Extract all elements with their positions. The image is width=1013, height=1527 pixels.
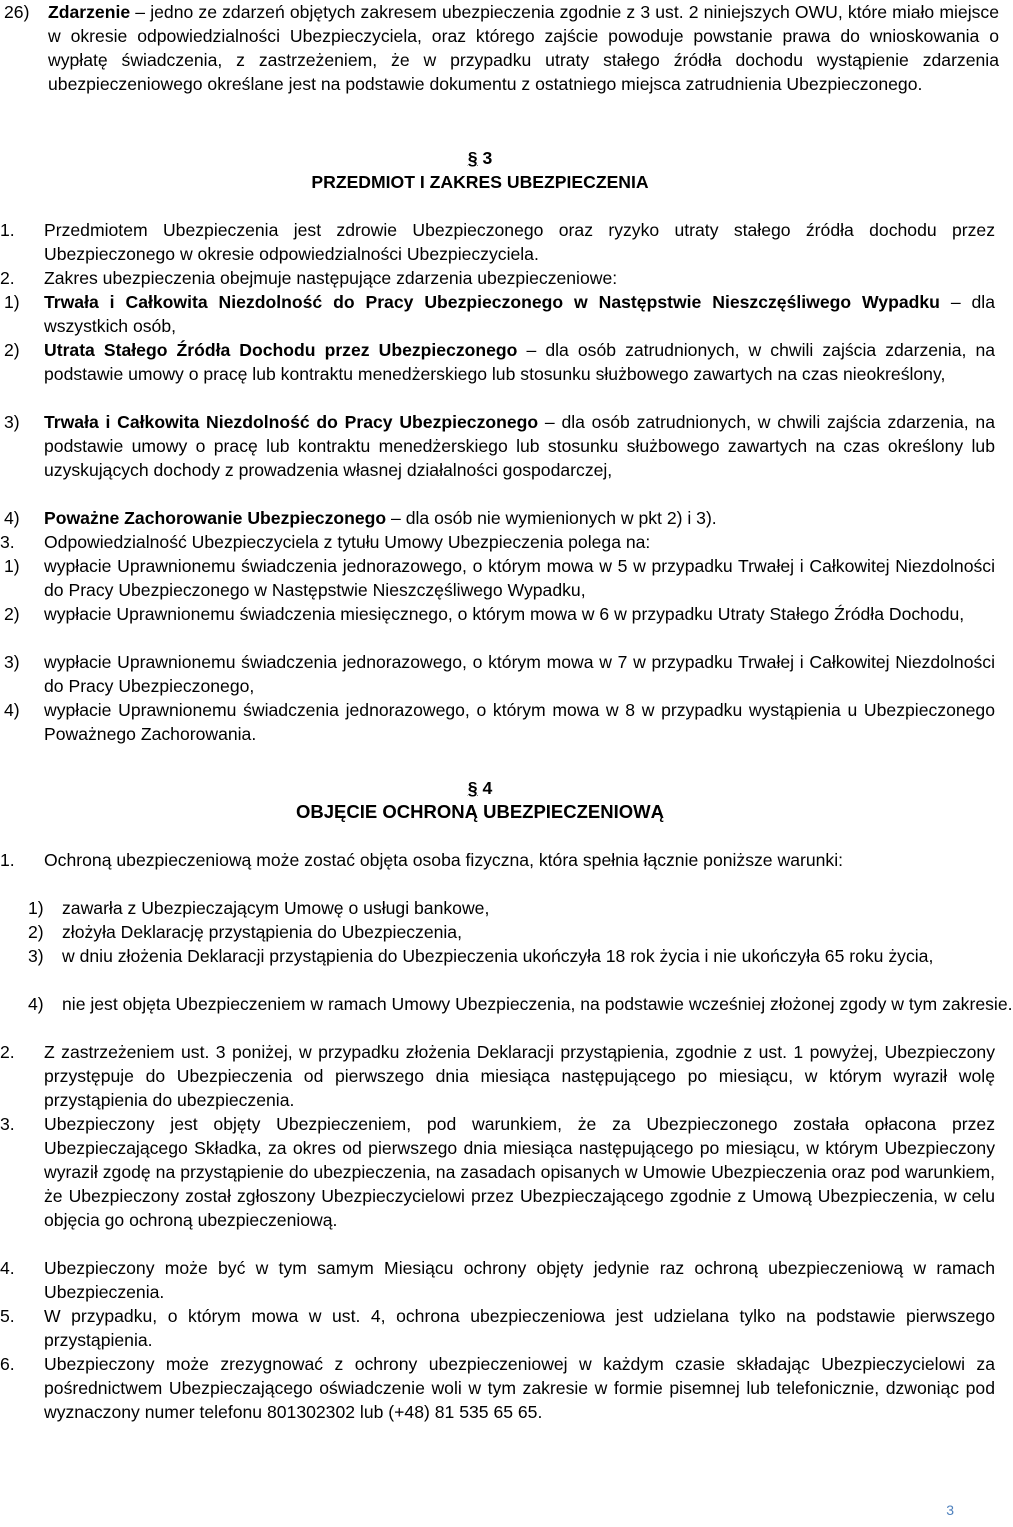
item-text: Odpowiedzialność Ubezpieczyciela z tytułu Umowy Ubezpieczenia polega na: xyxy=(44,532,651,552)
section-3-3-sub-1 xyxy=(0,554,995,602)
sub-number: 4) xyxy=(4,508,20,528)
sub-number: 1) xyxy=(4,292,20,312)
page-number: 3 xyxy=(946,1502,954,1518)
section-3-title: PRZEDMIOT I ZAKRES UBEZPIECZENIA xyxy=(311,172,649,192)
item-text: Zakres ubezpieczenia obejmuje następujące zdarzenia ubezpieczeniowe: xyxy=(44,268,618,288)
section-3-item-1 xyxy=(0,218,1000,266)
sub-text: – dla osób nie wymienionych w pkt 2) i 3). xyxy=(386,508,717,528)
item-number: 1. xyxy=(0,850,15,870)
sub-number: 3) xyxy=(4,412,20,432)
sub-number: 3) xyxy=(4,652,20,672)
sub-text: wypłacie Uprawnionemu świadczenia jednorazowego, o którym mowa w 7 w przypadku Trwałej i Całkowitej Niezdolności do Pracy Ubezpieczonego, xyxy=(44,652,995,696)
definition-term: Zdarzenie xyxy=(48,2,131,22)
item-number: 2. xyxy=(0,1042,15,1062)
section-4-item-5 xyxy=(0,1304,1000,1352)
sub-text: wypłacie Uprawnionemu świadczenia jednorazowego, o którym mowa w 8 w przypadku wystąpienia u Ubezpieczonego Poważnego Zachorowania. xyxy=(44,700,995,744)
item-text: Ochroną ubezpieczeniową może zostać objęta osoba fizyczna, która spełnia łącznie poniższe warunki: xyxy=(44,850,843,870)
sub-number: 2) xyxy=(4,604,20,624)
item-text: Ubezpieczony jest objęty Ubezpieczeniem, pod warunkiem, że za Ubezpieczonego została opłacona przez Ubezpieczającego Składka, za okres od pierwszego dnia miesiąca następującego po miesiącu, w którym Ubezpieczony wyraził zgodę na przystąpienie do ubezpieczenia, na zasadach opisanych w Umowie Ubezpieczenia oraz pod warunkiem, że Ubezpieczony został zgłoszony Ubezpieczycielowi przez Ubezpieczającego zgodnie z Umową Ubezpieczenia, w celu objęcia go ochroną ubezpieczeniową. xyxy=(44,1114,995,1230)
section-4-1-sub-1 xyxy=(0,896,1013,920)
sub-number: 2) xyxy=(28,922,44,942)
item-number: 5. xyxy=(0,1306,15,1326)
section-3-2-sub-4 xyxy=(0,506,995,530)
sub-number: 1) xyxy=(4,556,20,576)
item-number: 4. xyxy=(0,1258,15,1278)
section-4-sign xyxy=(0,776,960,800)
section-4-item-6 xyxy=(0,1352,1000,1424)
item-text: Z zastrzeżeniem ust. 3 poniżej, w przypadku złożenia Deklaracji przystąpienia, zgodnie z ust. 1 powyżej, Ubezpieczony przystępuje do Ubezpieczenia od pierwszego dnia miesiąca następującego po miesiącu, w którym wyraził wolę przystąpienia do ubezpieczenia. xyxy=(44,1042,995,1110)
sub-text: nie jest objęta Ubezpieczeniem w ramach Umowy Ubezpieczenia, na podstawie wcześniej złożonej zgody w tym zakresie. xyxy=(62,994,1013,1014)
definition-text: – jedno ze zdarzeń objętych zakresem ubezpieczenia zgodnie z 3 ust. 2 niniejszych OWU, które miało miejsce w okresie odpowiedzialności Ubezpieczyciela, oraz którego zajście powoduje powstanie prawa do wnioskowania o wypłatę świadczenia, z zastrzeżeniem, że w przypadku utraty stałego źródła dochodu wystąpienie zdarzenia ubezpieczeniowego określane jest na podstawie dokumentu z ostatniego miejsca zatrudnienia Ubezpieczonego. xyxy=(48,2,999,94)
section-3-3-sub-3 xyxy=(0,650,995,698)
definition-26 xyxy=(4,0,1004,96)
section-4-1-sub-2 xyxy=(0,920,1013,944)
section-3-2-sub-2 xyxy=(0,338,995,386)
section-3-sign xyxy=(0,146,960,170)
sub-term: Poważne Zachorowanie Ubezpieczonego xyxy=(44,508,387,528)
section-4-item-2 xyxy=(0,1040,1000,1112)
section-4-title: OBJĘCIE OCHRONĄ UBEZPIECZENIOWĄ xyxy=(296,801,664,822)
sub-text: zawarła z Ubezpieczającym Umowę o usługi bankowe, xyxy=(62,898,490,918)
section-4-1-sub-3 xyxy=(0,944,1013,968)
sub-text: – dla wszystkich osób, xyxy=(44,292,996,336)
section-4-item-4 xyxy=(0,1256,1000,1304)
item-text: Ubezpieczony może zrezygnować z ochrony ubezpieczeniowej w każdym czasie składając Ubezpieczycielowi za pośrednictwem Ubezpieczającego oświadczenie woli w tym zakresie w formie pisemnej lub telefonicznie, dzwoniąc pod wyznaczony numer telefonu 801302302 lub (+48) 81 535 65 65. xyxy=(44,1354,995,1422)
paragraph-sign: § xyxy=(467,148,478,168)
item-number: 2. xyxy=(0,268,15,288)
sub-number: 1) xyxy=(28,898,44,918)
sub-term: Trwała i Całkowita Niezdolność do Pracy Ubezpieczonego xyxy=(44,412,539,432)
sub-term: Trwała i Całkowita Niezdolność do Pracy Ubezpieczonego w Następstwie Nieszczęśliwego Wypadku xyxy=(44,292,940,312)
section-3-3-sub-2 xyxy=(0,602,995,626)
section-number: 3 xyxy=(482,148,493,168)
sub-number: 3) xyxy=(28,946,44,966)
sub-term: Utrata Stałego Źródła Dochodu przez Ubezpieczonego xyxy=(44,340,518,360)
sub-text: wypłacie Uprawnionemu świadczenia miesięcznego, o którym mowa w 6 w przypadku Utraty Stałego Źródła Dochodu, xyxy=(44,604,965,624)
item-number: 3. xyxy=(0,532,15,552)
section-3-item-2 xyxy=(0,266,1000,290)
section-number: 4 xyxy=(482,778,493,798)
sub-text: – dla osób zatrudnionych, w chwili zajścia zdarzenia, na podstawie umowy o pracę lub kontraktu menedżerskiego lub stosunku służbowego zawartych na czas nieokreślony, xyxy=(44,340,996,384)
sub-number: 4) xyxy=(28,994,44,1014)
section-4-item-3 xyxy=(0,1112,1000,1232)
sub-text: złożyła Deklarację przystąpienia do Ubezpieczenia, xyxy=(62,922,462,942)
sub-text: w dniu złożenia Deklaracji przystąpienia do Ubezpieczenia ukończyła 18 rok życia i nie ukończyła 65 roku życia, xyxy=(62,946,934,966)
item-number: 1. xyxy=(0,220,15,240)
item-text: Przedmiotem Ubezpieczenia jest zdrowie Ubezpieczonego oraz ryzyko utraty stałego źródła dochodu przez Ubezpieczonego w okresie odpowiedzialności Ubezpieczyciela. xyxy=(44,220,995,264)
item-number: 6. xyxy=(0,1354,15,1374)
sub-number: 2) xyxy=(4,340,20,360)
section-3-2-sub-1 xyxy=(0,290,995,338)
section-3-item-3 xyxy=(0,530,1000,554)
sub-number: 4) xyxy=(4,700,20,720)
section-3-3-sub-4 xyxy=(0,698,995,746)
definition-number: 26) xyxy=(4,2,30,22)
sub-text: wypłacie Uprawnionemu świadczenia jednorazowego, o którym mowa w 5 w przypadku Trwałej i Całkowitej Niezdolności do Pracy Ubezpieczonego w Następstwie Nieszczęśliwego Wypadku, xyxy=(44,556,995,600)
item-text: W przypadku, o którym mowa w ust. 4, ochrona ubezpieczeniowa jest udzielana tylko na podstawie pierwszego przystąpienia. xyxy=(44,1306,995,1350)
item-text: Ubezpieczony może być w tym samym Miesiącu ochrony objęty jedynie raz ochroną ubezpieczeniową w ramach Ubezpieczenia. xyxy=(44,1258,995,1302)
section-4-item-1 xyxy=(0,848,1000,872)
section-3-2-sub-3 xyxy=(0,410,995,482)
item-number: 3. xyxy=(0,1114,15,1134)
paragraph-sign: § xyxy=(467,778,478,798)
section-4-1-sub-4 xyxy=(0,992,1013,1016)
sub-text: – dla osób zatrudnionych, w chwili zajścia zdarzenia, na podstawie umowy o pracę lub kontraktu menedżerskiego lub stosunku służbowego zawartych na czas określony lub uzyskujących dochody z prowadzenia własnej działalności gospodarczej, xyxy=(44,412,996,480)
